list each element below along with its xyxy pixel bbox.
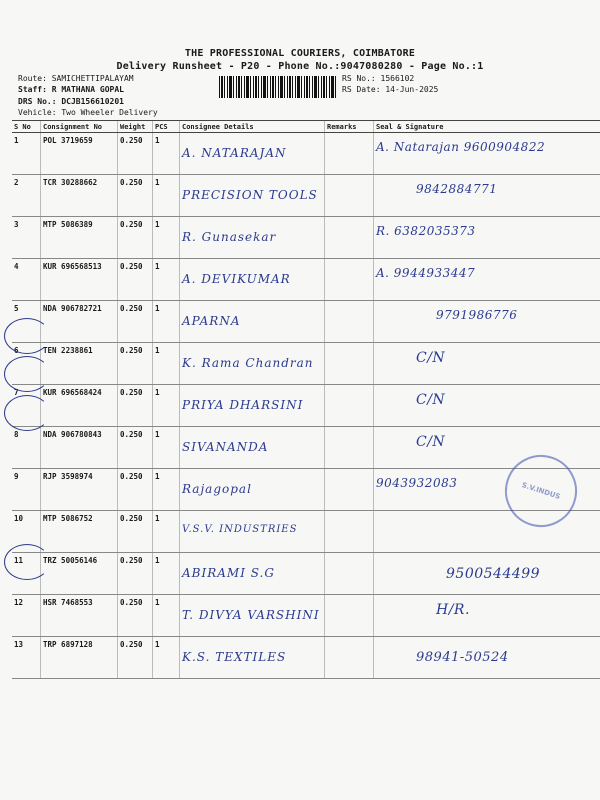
cell-sno: 10 <box>12 511 41 553</box>
table-row <box>12 133 600 175</box>
cell-pcs: 1 <box>153 301 180 343</box>
cell-pcs: 1 <box>153 553 180 595</box>
col-remarks: Remarks <box>325 121 374 133</box>
consignee-handwriting: Rajagopal <box>182 482 252 496</box>
barcode <box>219 76 337 98</box>
cell-consignee <box>180 427 325 469</box>
table-row <box>12 553 600 595</box>
cell-remarks <box>325 595 374 637</box>
cell-remarks <box>325 553 374 595</box>
cell-consignment: TEN 2238861 <box>41 343 118 385</box>
cell-sno: 11 <box>12 553 41 595</box>
cell-sno: 7 <box>12 385 41 427</box>
cell-consignment: MTP 5086752 <box>41 511 118 553</box>
cell-sno: 3 <box>12 217 41 259</box>
table-row <box>12 217 600 259</box>
table-row <box>12 385 600 427</box>
cell-signature <box>374 595 600 637</box>
consignee-handwriting: A. NATARAJAN <box>182 146 287 160</box>
table-row <box>12 511 600 553</box>
cell-consignee <box>180 301 325 343</box>
cell-pcs: 1 <box>153 133 180 175</box>
cell-consignee <box>180 637 325 679</box>
cell-remarks <box>325 385 374 427</box>
cell-signature <box>374 175 600 217</box>
cell-signature <box>374 427 600 469</box>
cell-weight: 0.250 <box>118 343 153 385</box>
signature-handwriting: 9043932083 <box>376 476 458 490</box>
cell-consignee <box>180 259 325 301</box>
runsheet-subtitle: Delivery Runsheet - P20 - Phone No.:9047080280 - Page No.:1 <box>116 61 484 72</box>
cell-pcs: 1 <box>153 217 180 259</box>
rs-number: RS No.: 1566102 <box>342 74 415 83</box>
cell-consignee <box>180 385 325 427</box>
cell-pcs: 1 <box>153 469 180 511</box>
cell-sno: 13 <box>12 637 41 679</box>
cell-consignee <box>180 553 325 595</box>
cell-consignee <box>180 511 325 553</box>
cell-pcs: 1 <box>153 259 180 301</box>
signature-handwriting: C/N <box>416 434 446 450</box>
consignee-handwriting: A. DEVIKUMAR <box>182 272 291 286</box>
cell-consignment: RJP 3598974 <box>41 469 118 511</box>
cell-signature <box>374 553 600 595</box>
cell-remarks <box>325 301 374 343</box>
cell-signature <box>374 343 600 385</box>
cell-weight: 0.250 <box>118 175 153 217</box>
cell-consignment: NDA 906780843 <box>41 427 118 469</box>
staff-label: Staff: R MATHANA GOPAL <box>18 85 124 94</box>
cell-signature <box>374 301 600 343</box>
cell-weight: 0.250 <box>118 301 153 343</box>
table-header-row <box>12 121 600 133</box>
cell-remarks <box>325 175 374 217</box>
cell-consignee <box>180 175 325 217</box>
signature-handwriting: A. Natarajan 9600904822 <box>376 140 546 154</box>
cell-remarks <box>325 511 374 553</box>
consignee-handwriting: R. Gunasekar <box>182 230 277 244</box>
col-consignment: Consignment No <box>41 121 118 133</box>
consignee-handwriting: SIVANANDA <box>182 440 269 454</box>
cell-signature <box>374 259 600 301</box>
drs-label: DRS No.: DCJB156610201 <box>18 97 124 106</box>
consignee-handwriting: K. Rama Chandran <box>182 356 314 370</box>
cell-weight: 0.250 <box>118 427 153 469</box>
cell-weight: 0.250 <box>118 637 153 679</box>
cell-consignment: TRZ 50056146 <box>41 553 118 595</box>
consignee-handwriting: V.S.V. INDUSTRIES <box>182 524 298 535</box>
signature-handwriting: R. 6382035373 <box>376 224 476 238</box>
cell-pcs: 1 <box>153 511 180 553</box>
cell-signature <box>374 133 600 175</box>
cell-signature <box>374 217 600 259</box>
vehicle-label: Vehicle: Two Wheeler Delivery <box>18 108 158 117</box>
cell-signature <box>374 637 600 679</box>
cell-remarks <box>325 637 374 679</box>
cell-pcs: 1 <box>153 427 180 469</box>
col-sno: S No <box>12 121 41 133</box>
cell-remarks <box>325 217 374 259</box>
col-pcs: PCS <box>153 121 180 133</box>
cell-consignee <box>180 217 325 259</box>
cell-weight: 0.250 <box>118 553 153 595</box>
company-title: THE PROFESSIONAL COURIERS, COIMBATORE <box>184 48 416 59</box>
cell-sno: 6 <box>12 343 41 385</box>
cell-sno: 12 <box>12 595 41 637</box>
table-row <box>12 427 600 469</box>
signature-handwriting: 98941-50524 <box>416 650 509 665</box>
cell-pcs: 1 <box>153 595 180 637</box>
company-seal-stamp: S.V.INDUS <box>496 446 587 537</box>
col-consignee: Consignee Details <box>180 121 325 133</box>
signature-handwriting: 9791986776 <box>436 308 518 322</box>
col-signature: Seal & Signature <box>374 121 600 133</box>
runsheet-table <box>12 120 600 679</box>
cell-weight: 0.250 <box>118 469 153 511</box>
signature-handwriting: A. 9944933447 <box>376 266 476 280</box>
cell-weight: 0.250 <box>118 385 153 427</box>
cell-consignee <box>180 133 325 175</box>
cell-remarks <box>325 469 374 511</box>
table-row <box>12 175 600 217</box>
consignee-handwriting: PRIYA DHARSINI <box>182 398 304 412</box>
cell-weight: 0.250 <box>118 511 153 553</box>
consignee-handwriting: T. DIVYA VARSHINI <box>182 608 320 622</box>
consignee-handwriting: APARNA <box>182 314 241 328</box>
cell-signature <box>374 385 600 427</box>
cell-consignee <box>180 343 325 385</box>
cell-consignment: NDA 906782721 <box>41 301 118 343</box>
cell-consignment: KUR 696568513 <box>41 259 118 301</box>
cell-consignment: HSR 7468553 <box>41 595 118 637</box>
route-label: Route: SAMICHETTIPALAYAM <box>18 74 134 83</box>
rs-date: RS Date: 14-Jun-2025 <box>342 85 439 94</box>
consignee-handwriting: ABIRAMI S.G <box>182 566 275 580</box>
signature-handwriting: 9842884771 <box>416 182 498 196</box>
table-row <box>12 637 600 679</box>
cell-sno: 4 <box>12 259 41 301</box>
cell-sno: 1 <box>12 133 41 175</box>
cell-consignment: MTP 5086389 <box>41 217 118 259</box>
cell-pcs: 1 <box>153 385 180 427</box>
cell-remarks <box>325 259 374 301</box>
cell-sno: 8 <box>12 427 41 469</box>
cell-consignment: TRP 6897128 <box>41 637 118 679</box>
cell-pcs: 1 <box>153 343 180 385</box>
cell-remarks <box>325 133 374 175</box>
cell-sno: 2 <box>12 175 41 217</box>
consignee-handwriting: PRECISION TOOLS <box>182 188 318 202</box>
consignee-handwriting: K.S. TEXTILES <box>182 650 287 664</box>
cell-consignment: KUR 696568424 <box>41 385 118 427</box>
cell-sno: 9 <box>12 469 41 511</box>
cell-remarks <box>325 343 374 385</box>
table-row <box>12 301 600 343</box>
signature-handwriting: C/N <box>416 392 446 408</box>
cell-consignee <box>180 595 325 637</box>
cell-weight: 0.250 <box>118 133 153 175</box>
cell-pcs: 1 <box>153 637 180 679</box>
signature-handwriting: 9500544499 <box>446 566 541 582</box>
cell-consignment: POL 3719659 <box>41 133 118 175</box>
signature-handwriting: H/R. <box>436 602 470 618</box>
cell-weight: 0.250 <box>118 259 153 301</box>
cell-weight: 0.250 <box>118 217 153 259</box>
cell-consignment: TCR 30288662 <box>41 175 118 217</box>
cell-pcs: 1 <box>153 175 180 217</box>
cell-remarks <box>325 427 374 469</box>
table-row <box>12 343 600 385</box>
cell-sno: 5 <box>12 301 41 343</box>
cell-weight: 0.250 <box>118 595 153 637</box>
table-row <box>12 259 600 301</box>
cell-consignee <box>180 469 325 511</box>
table-row <box>12 595 600 637</box>
signature-handwriting: C/N <box>416 350 446 366</box>
col-weight: Weight <box>118 121 153 133</box>
